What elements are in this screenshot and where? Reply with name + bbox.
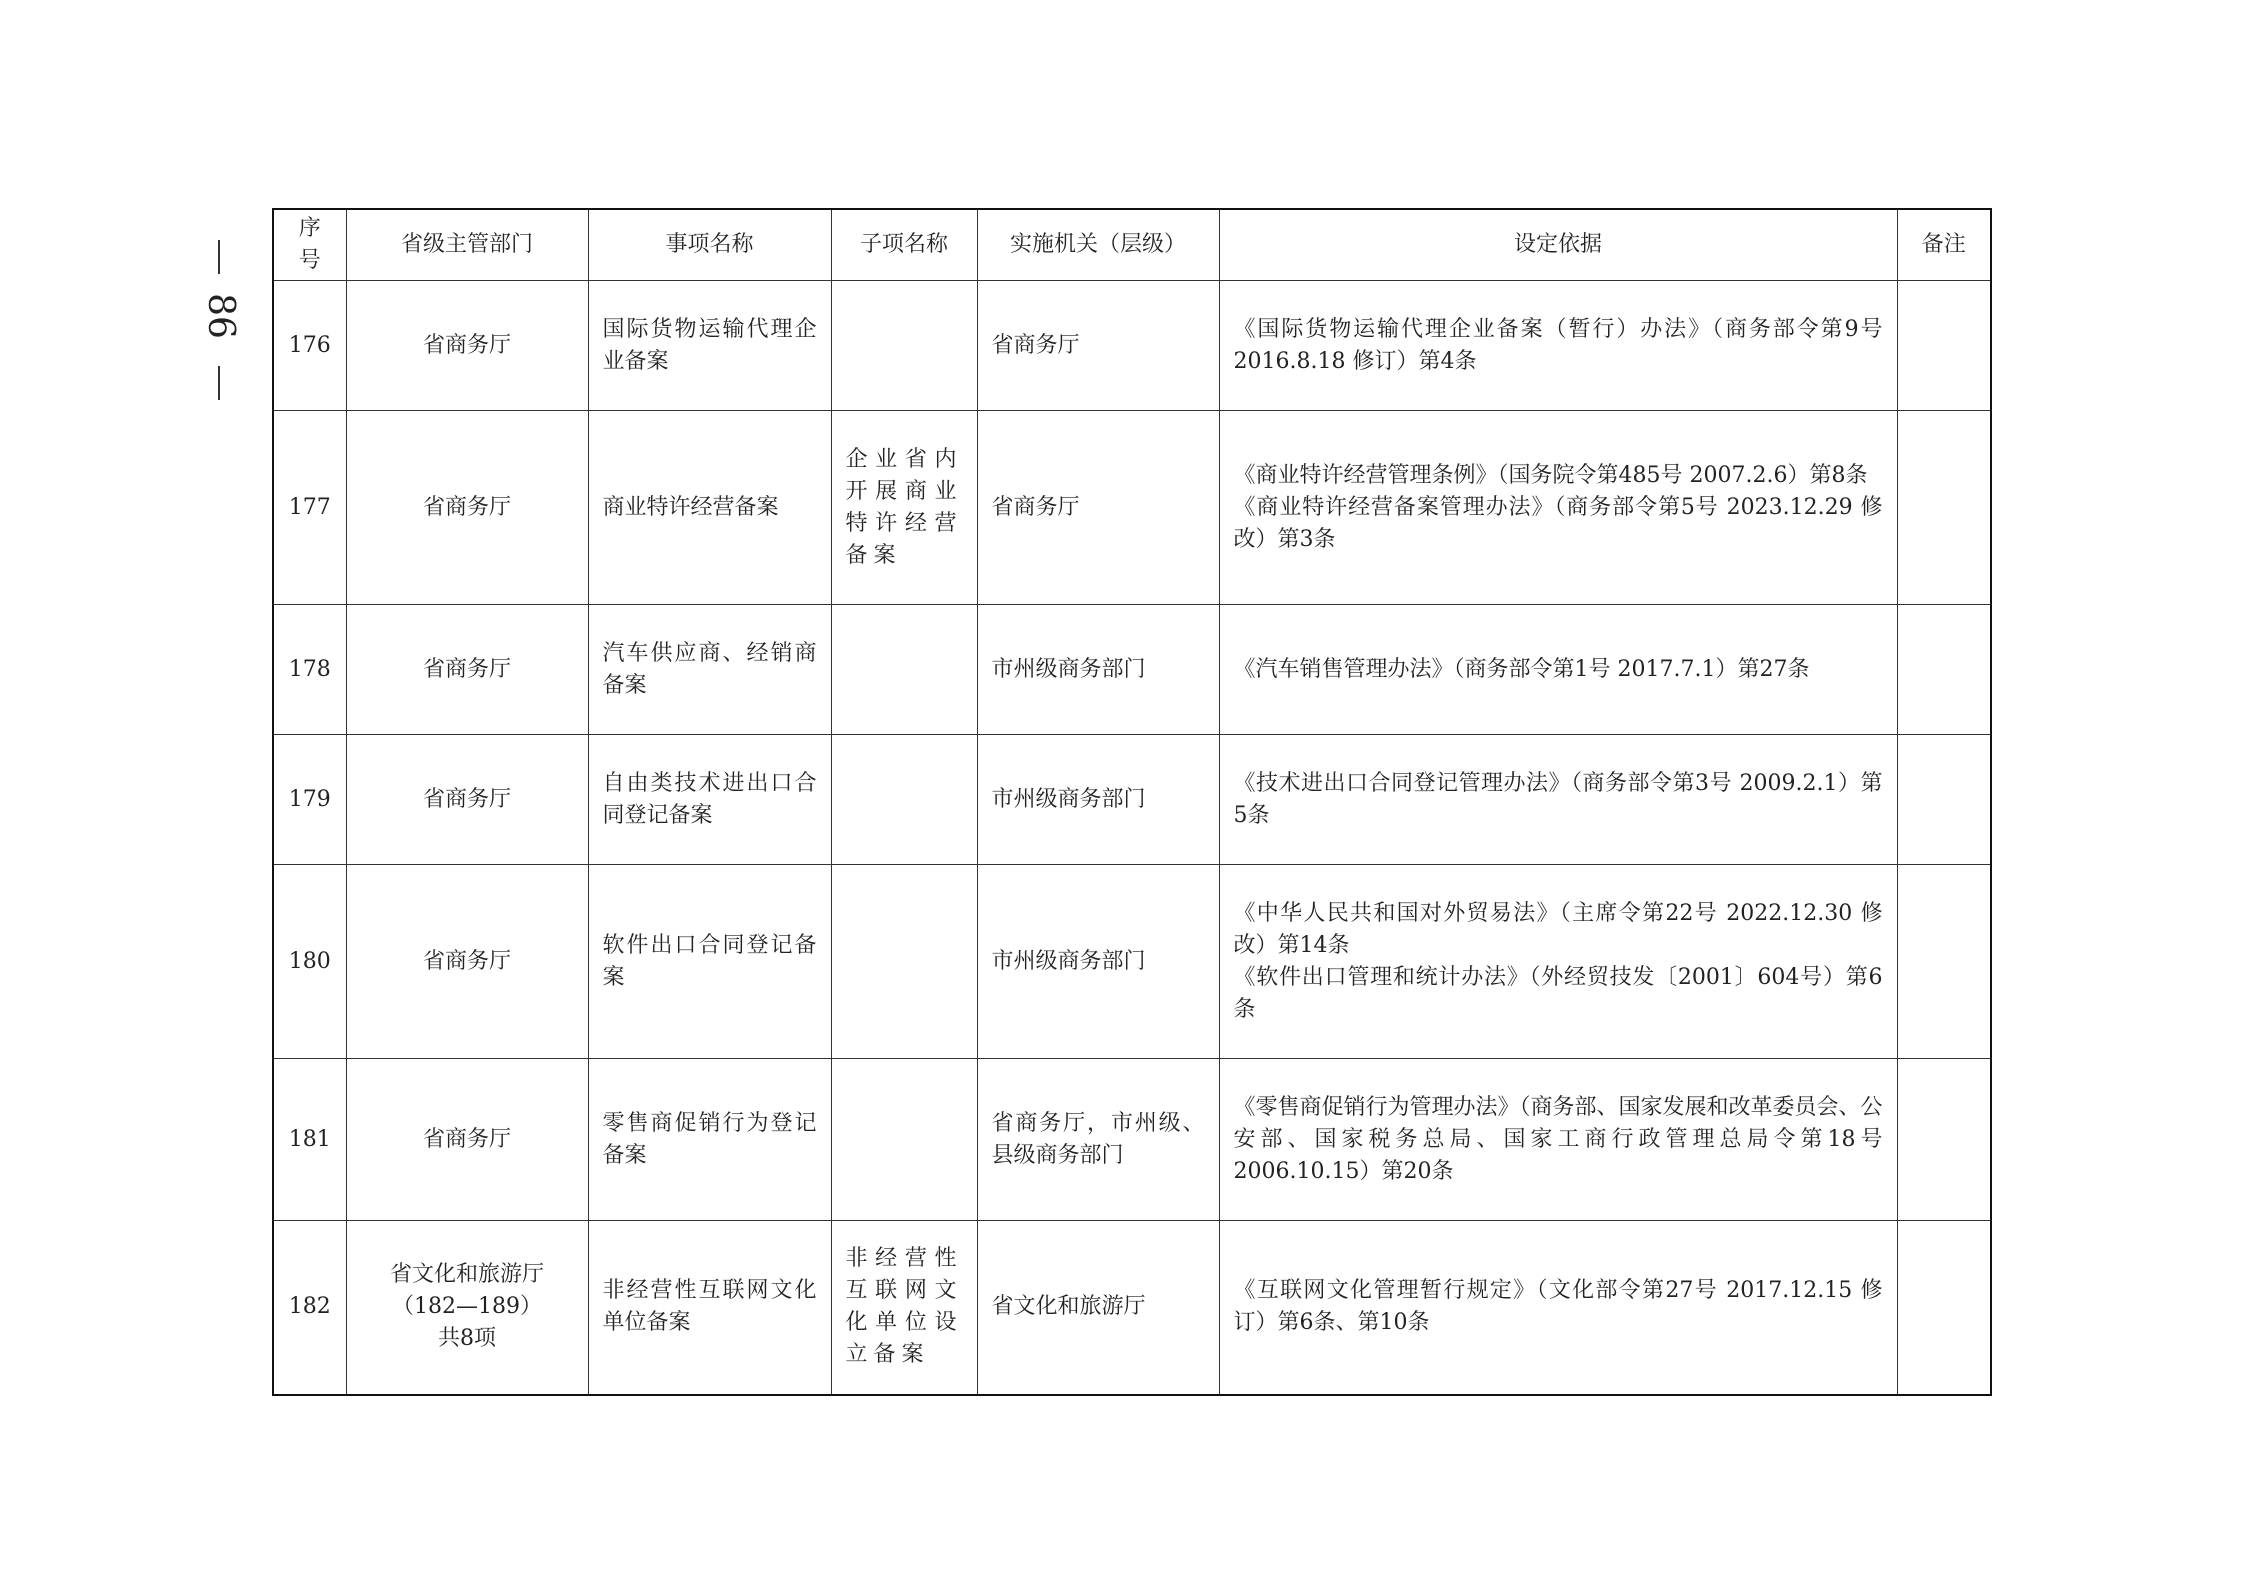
cell-dept (346, 735, 588, 865)
cell-item: 商业特许经营备案 (588, 411, 831, 605)
cell-basis (1219, 1059, 1897, 1221)
cell-basis (1219, 1221, 1897, 1395)
cell-item: 汽车供应商、经销商备案 (588, 605, 831, 735)
header-no: 序号 (273, 209, 346, 281)
dept-line: 省商务厅 (422, 1126, 511, 1152)
basis-line: 《零售商促销行为管理办法》（商务部、国家发展和改革委员会、公安部、国家税务总局、国家工商行政管理总局令第18号 2006.10.15）第20条 (1233, 1094, 1883, 1184)
cell-sub (831, 735, 977, 865)
cell-note (1897, 281, 1991, 411)
cell-note (1897, 1221, 1991, 1395)
cell-basis (1219, 281, 1897, 411)
dept-line: 省商务厅 (422, 786, 511, 812)
page-number (190, 240, 250, 400)
cell-org: 省商务厅，市州级、县级商务部门 (977, 1059, 1219, 1221)
cell-item: 非经营性互联网文化单位备案 (588, 1221, 831, 1395)
dept-line: 省文化和旅游厅 (389, 1262, 544, 1288)
header-note: 备注 (1897, 209, 1991, 281)
cell-sub (831, 605, 977, 735)
cell-item: 国际货物运输代理企业备案 (588, 281, 831, 411)
cell-no: 181 (273, 1059, 346, 1221)
cell-org: 省商务厅 (977, 281, 1219, 411)
cell-org: 省文化和旅游厅 (977, 1221, 1219, 1395)
cell-no: 179 (273, 735, 346, 865)
table-row (273, 411, 1991, 605)
cell-no: 176 (273, 281, 346, 411)
basis-line: 《国际货物运输代理企业备案（暂行）办法》（商务部令第9号 2016.8.18 修订）第4条 (1233, 316, 1883, 374)
table-row (273, 605, 1991, 735)
cell-no: 177 (273, 411, 346, 605)
cell-basis (1219, 865, 1897, 1059)
cell-org: 市州级商务部门 (977, 605, 1219, 735)
header-basis: 设定依据 (1219, 209, 1897, 281)
cell-note (1897, 605, 1991, 735)
cell-basis (1219, 735, 1897, 865)
cell-note (1897, 1059, 1991, 1221)
basis-line: 《商业特许经营管理条例》（国务院令第485号 2007.2.6）第8条 (1233, 462, 1868, 488)
table-row (273, 865, 1991, 1059)
page-number-text: 86 (200, 293, 241, 339)
cell-dept (346, 411, 588, 605)
cell-sub (831, 865, 977, 1059)
cell-org: 市州级商务部门 (977, 735, 1219, 865)
cell-sub (831, 1059, 977, 1221)
cell-item: 零售商促销行为登记备案 (588, 1059, 831, 1221)
table-row (273, 1221, 1991, 1395)
cell-dept (346, 1221, 588, 1395)
cell-dept (346, 281, 588, 411)
basis-line: 《汽车销售管理办法》（商务部令第1号 2017.7.1）第27条 (1233, 656, 1810, 682)
table-header-row (273, 209, 1991, 281)
header-item: 事项名称 (588, 209, 831, 281)
approval-items-table (272, 208, 1992, 1396)
table-row (273, 281, 1991, 411)
cell-dept (346, 865, 588, 1059)
dept-line: 省商务厅 (422, 948, 511, 974)
header-org: 实施机关（层级） (977, 209, 1219, 281)
cell-org: 省商务厅 (977, 411, 1219, 605)
cell-sub: 非经营性互联网文化单位设立备案 (831, 1221, 977, 1395)
dept-line: （182—189） (392, 1294, 542, 1320)
cell-org: 市州级商务部门 (977, 865, 1219, 1059)
cell-dept (346, 605, 588, 735)
basis-line: 《软件出口管理和统计办法》（外经贸技发〔2001〕604号）第6条 (1233, 964, 1883, 1022)
page-number-dash-bottom (218, 366, 220, 400)
dept-line: 省商务厅 (422, 332, 511, 358)
header-dept: 省级主管部门 (346, 209, 588, 281)
dept-line: 省商务厅 (422, 494, 511, 520)
dept-line: 省商务厅 (422, 656, 511, 682)
page-number-dash-top (218, 240, 220, 274)
basis-line: 《商业特许经营备案管理办法》（商务部令第5号 2023.12.29 修改）第3条 (1233, 494, 1883, 552)
cell-sub (831, 281, 977, 411)
cell-item: 软件出口合同登记备案 (588, 865, 831, 1059)
cell-note (1897, 865, 1991, 1059)
cell-note (1897, 411, 1991, 605)
cell-no: 178 (273, 605, 346, 735)
cell-sub: 企业省内开展商业特许经营备案 (831, 411, 977, 605)
cell-no: 180 (273, 865, 346, 1059)
basis-line: 《互联网文化管理暂行规定》（文化部令第27号 2017.12.15 修订）第6条、第10条 (1233, 1278, 1883, 1336)
cell-basis (1219, 411, 1897, 605)
basis-line: 《技术进出口合同登记管理办法》（商务部令第3号 2009.2.1）第5条 (1233, 770, 1883, 828)
dept-line: 共8项 (438, 1326, 496, 1352)
basis-line: 《中华人民共和国对外贸易法》（主席令第22号 2022.12.30 修改）第14条 (1233, 900, 1883, 958)
cell-basis (1219, 605, 1897, 735)
cell-note (1897, 735, 1991, 865)
header-sub: 子项名称 (831, 209, 977, 281)
cell-dept (346, 1059, 588, 1221)
cell-item: 自由类技术进出口合同登记备案 (588, 735, 831, 865)
table-row (273, 735, 1991, 865)
table-row (273, 1059, 1991, 1221)
cell-no: 182 (273, 1221, 346, 1395)
